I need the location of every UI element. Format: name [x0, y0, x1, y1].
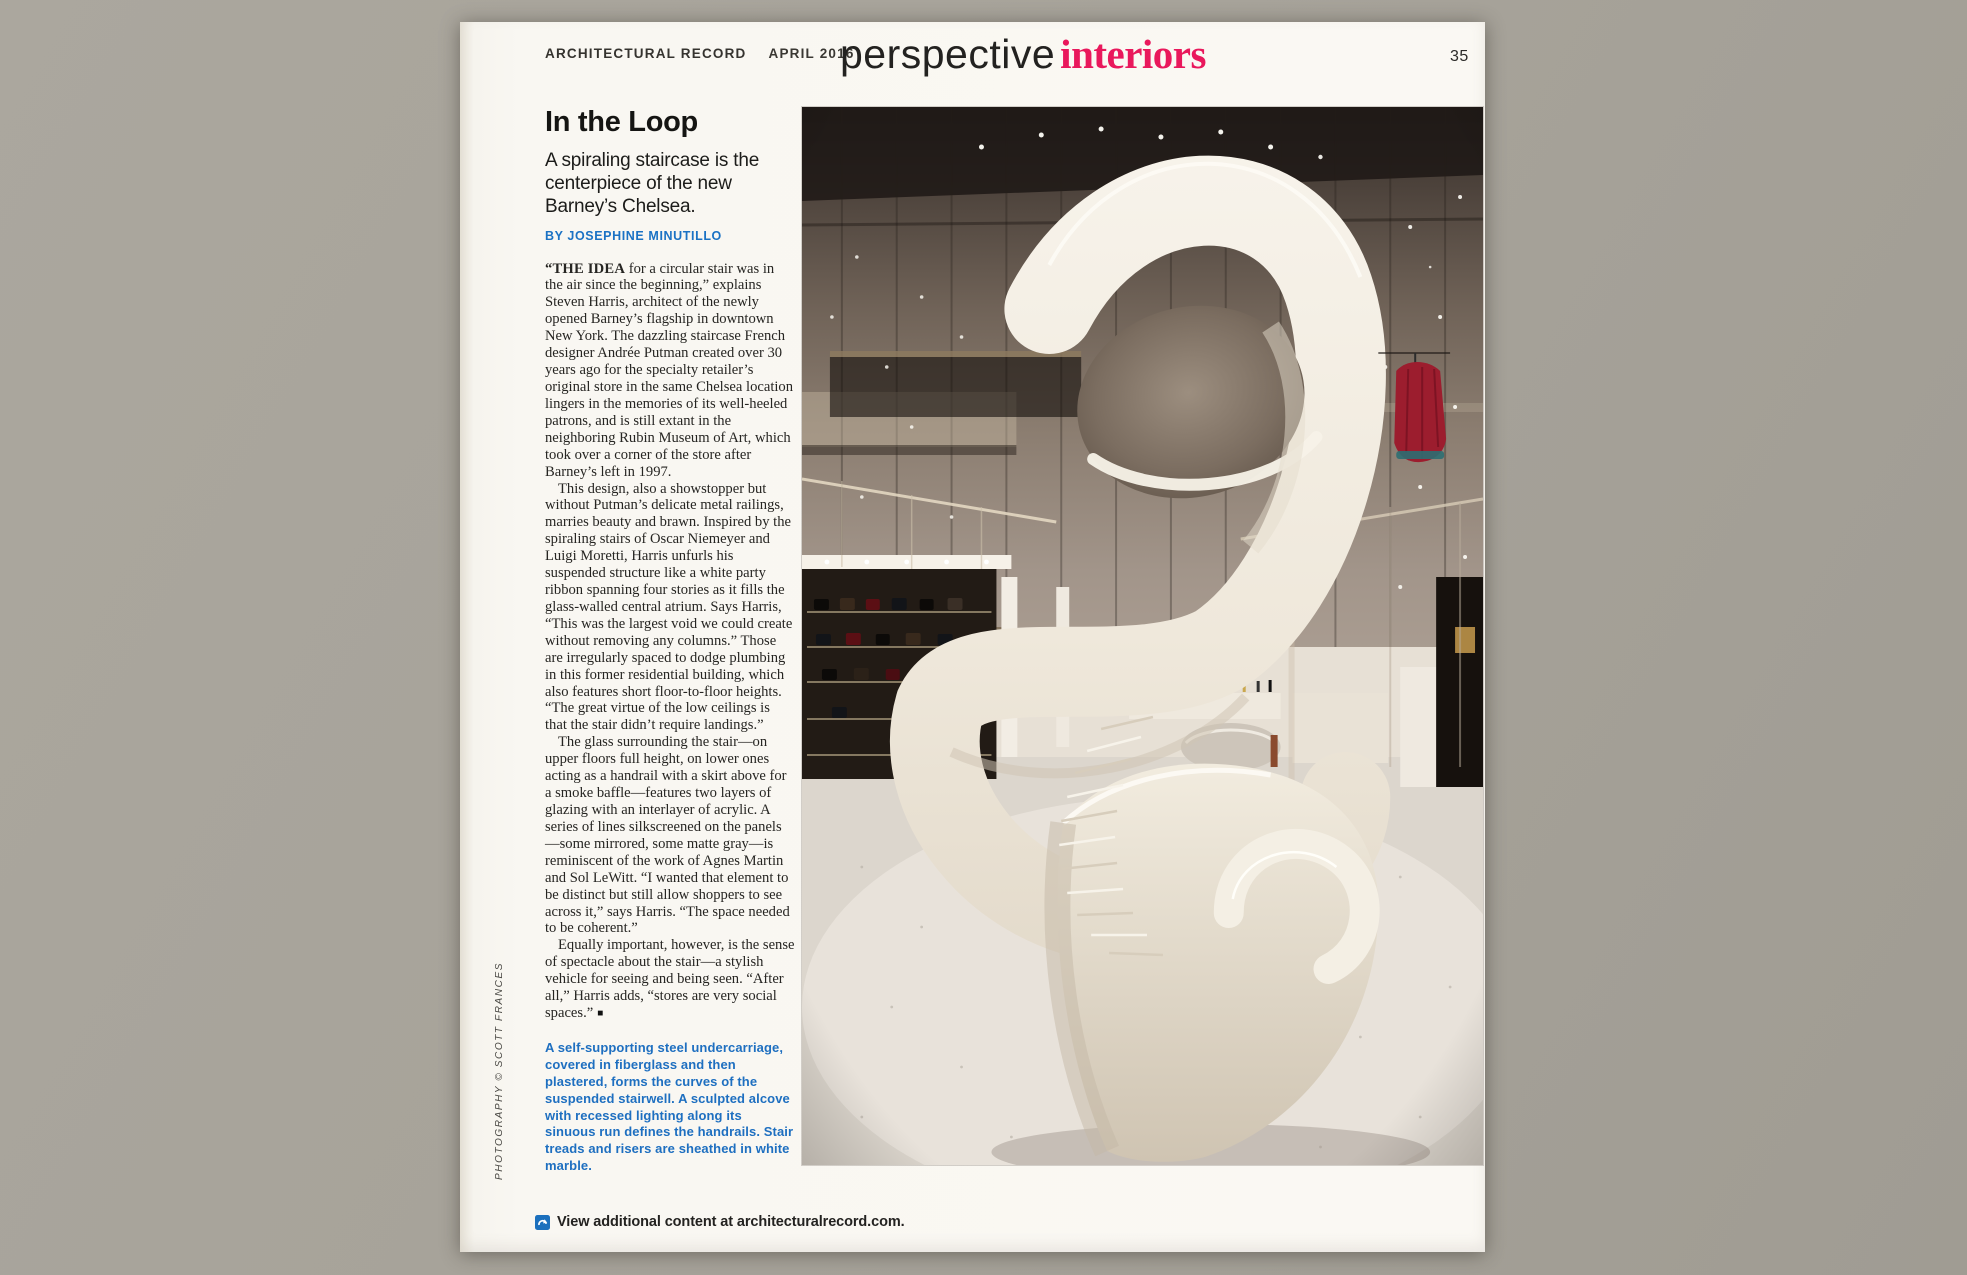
digital-content-arrow-icon: [535, 1215, 550, 1230]
photo-caption: A self-supporting steel undercarriage, covered in fiberglass and then plastered, forms the curves of the suspended stairwell. A sculpted alcove with recessed lighting along its sinuous run defines the handrails. Stair treads and risers are sheathed in white marble.: [545, 1040, 794, 1174]
footer-note: [535, 1214, 905, 1230]
section-topic: interiors: [1060, 31, 1206, 77]
footer-text: View additional content at architecturalrecord.com.: [557, 1214, 905, 1230]
paragraph-text: for a circular stair was in the air since the beginning,” explains Steven Harris, architect of the newly opened Barney’s flagship in downtown New York. The dazzling staircase French designer Andrée Putman created over 30 years ago for the specialty retailer’s original store in the same Chelsea location lingers in the memories of its well-heeled patrons, and is still extant in the neighboring Rubin Museum of Art, which took over a corner of the store after Barney’s left in 1997.: [545, 260, 794, 480]
staircase-photo: [802, 107, 1483, 1165]
body-paragraph: [545, 937, 795, 1022]
article-deck: A spiraling staircase is the centerpiece of the new Barney’s Chelsea.: [545, 150, 760, 218]
masthead: [545, 46, 855, 61]
article-title: In the Loop: [545, 106, 698, 138]
photo-vignette: [802, 107, 1483, 1165]
body-paragraph: The glass surrounding the stair—on upper floors full height, on lower ones acting as a handrail with a skirt above for a smoke baffle—features two layers of glazing with an interlayer of acrylic. A series of lines silkscreened on the panels—some mirrored, some matte gray—is reminiscent of the work of Agnes Martin and Sol LeWitt. “I wanted that element to be distinct but still allow shoppers to see across it,” says Harris. “The space needed to be coherent.”: [545, 734, 790, 937]
end-mark: ■: [597, 1008, 604, 1020]
magazine-name: ARCHITECTURAL RECORD: [545, 46, 747, 61]
body-paragraph: [545, 261, 795, 481]
photo-credit: PHOTOGRAPHY © SCOTT FRANCES: [494, 962, 505, 1180]
page-number: 35: [1450, 48, 1469, 65]
section-name: perspective: [840, 31, 1056, 77]
article-column: [545, 106, 795, 1175]
body-paragraph: This design, also a showstopper but without Putman’s delicate metal railings, marries beauty and brawn. Inspired by the spiraling stairs of Oscar Niemeyer and Luigi Moretti, Harris unfurls his suspended structure like a white party ribbon spanning four stories as it fills the glass-walled central atrium. Says Harris, “This was the largest void we could create without removing any columns.” Those are irregularly spaced to dodge plumbing in this former residential building, which also features short floor-to-floor heights. “The great virtue of the low ceilings is that the stair didn’t require landings.”: [545, 480, 793, 734]
magazine-page: [460, 22, 1485, 1252]
article-byline: BY JOSEPHINE MINUTILLO: [545, 228, 722, 243]
issue-date: APRIL 2016: [768, 46, 855, 61]
paragraph-text: Equally important, however, is the sense of spectacle about the stair—a stylish vehicle for seeing and being seen. “After all,” Harris adds, “stores are very social spaces.”: [545, 937, 795, 1022]
article-body: [545, 261, 795, 1022]
section-heading: [840, 30, 1206, 78]
paragraph-lead-in: “THE IDEA: [545, 260, 626, 277]
staircase-photo-art: [802, 107, 1483, 1165]
